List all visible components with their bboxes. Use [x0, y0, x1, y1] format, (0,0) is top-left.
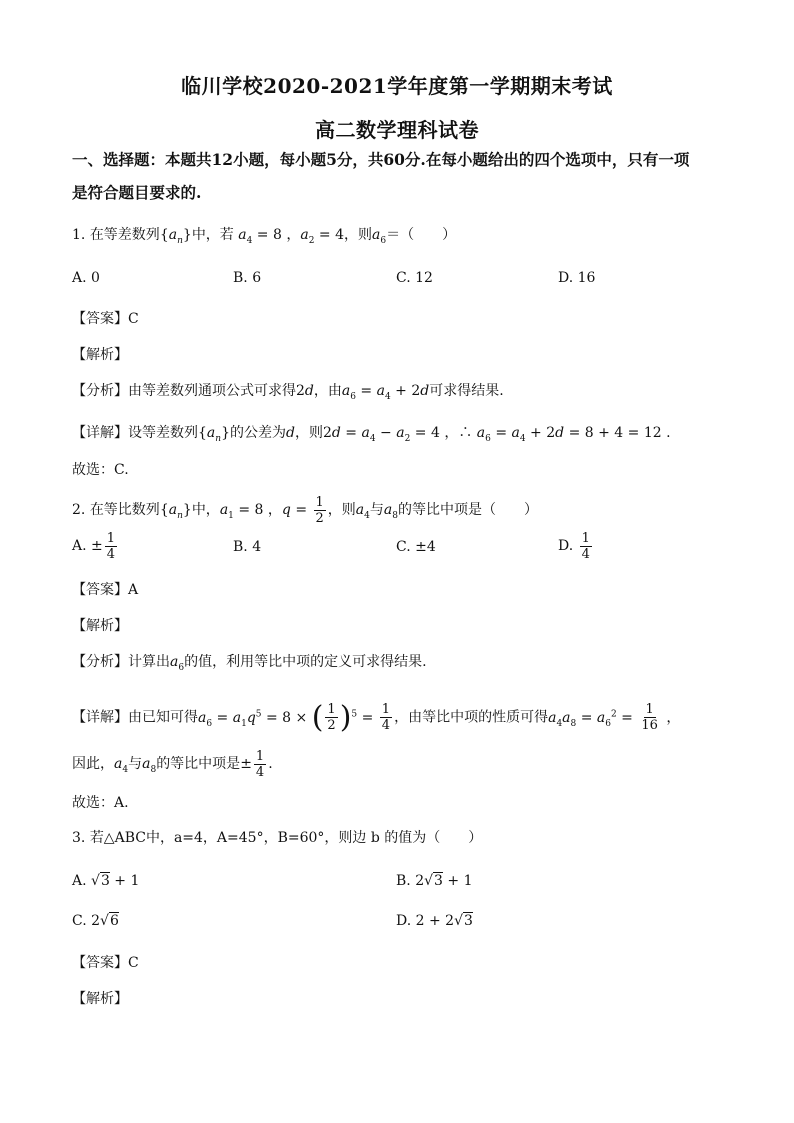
q1-option-a-label: A.: [72, 270, 87, 286]
q2-fenxi-b: 的值，利用等比中项的定义可求得结果.: [184, 654, 427, 670]
q1-detail-b: 的公差为: [230, 425, 286, 441]
q1-answer-line: [72, 309, 139, 329]
q2-seq: $\{a_n\}$: [159, 502, 192, 521]
q1-option-b-label: B.: [233, 270, 248, 286]
q2-option-c-label: C.: [396, 539, 411, 555]
q2-a8: $a_8$: [383, 502, 398, 521]
q2-option-d: D. $\frac{1}{4}$: [558, 530, 590, 562]
section-instruction-line2: 是符合题目要求的.: [72, 183, 202, 202]
q1-a6: $a_6$: [372, 227, 387, 246]
q2-answer-line: [72, 580, 138, 600]
question-3-stem: [72, 828, 482, 848]
q3-option-c: C. 2√6: [72, 913, 119, 929]
xiangjie-tag: 【详解】: [72, 709, 128, 726]
q2-detail-a: 由已知可得: [128, 709, 198, 726]
q1-stem-d: ＝（ ）: [386, 227, 457, 243]
q2-conclude-c: 的等比中项是: [156, 756, 241, 772]
q1-answer: C: [128, 311, 139, 327]
answer-tag: 【答案】: [72, 955, 128, 971]
q1-conclusion: 故选：C.: [72, 462, 129, 478]
q1-option-b: [233, 268, 261, 288]
q2-detail-line: [72, 694, 680, 743]
q2-option-c-value: ±4: [415, 539, 436, 555]
q1-option-d-label: D.: [558, 270, 574, 286]
q1-fenxi-b: ，由: [313, 383, 342, 399]
q3-option-c-label: C.: [72, 913, 87, 929]
q1-number: 1.: [72, 227, 86, 243]
q1-fenxi-c: 可求得结果.: [429, 383, 504, 399]
q1-detail-math: $2d = a_4 - a_2 = 4$ ，∴ $a_6 = a_4 + 2d = 8 + 4 = 12$ .: [322, 425, 671, 444]
answer-tag: 【答案】: [72, 311, 128, 327]
q2-conclude-b: 与: [128, 756, 143, 772]
q1-option-c-value: 12: [415, 270, 433, 286]
q1-analysis-head: 【解析】: [72, 347, 128, 363]
q2-detail-math2: $a_4a_8 = a_6^2$ = $\frac{1}{16}$ ，: [548, 702, 681, 734]
q2-stem-a: 在等比数列: [89, 502, 160, 518]
q2-stem-e: 的等比中项是（ ）: [397, 502, 538, 518]
q2-analysis-head: 【解析】: [72, 618, 128, 634]
q1-fenxi-line: [72, 381, 504, 407]
q3-option-d-label: D.: [396, 913, 412, 929]
q1-stem-b: 中，若: [191, 227, 234, 243]
q2-conclude-math: ± $\frac{1}{4}$ .: [240, 748, 273, 780]
q3-analysis-head: 【解析】: [72, 991, 128, 1007]
q2-option-b-value: 4: [252, 539, 262, 555]
q1-detail-seq: $\{a_n\}$: [198, 425, 230, 444]
q2-option-d-label: D.: [558, 538, 574, 554]
q2-option-b-label: B.: [233, 539, 248, 555]
q1-seq: $\{a_n\}$: [159, 227, 192, 246]
q1-cond: $a_4 = 8$ ，$a_2 = 4$: [238, 227, 344, 246]
q2-answer: A: [128, 582, 139, 598]
q2-option-a-label: A.: [72, 538, 87, 554]
answer-tag: 【答案】: [72, 582, 128, 598]
exam-subtitle: 高二数学理科试卷: [315, 118, 479, 142]
q1-fenxi-a: 由等差数列通项公式可求得: [128, 383, 296, 399]
q2-conclusion-line: [72, 746, 273, 788]
q2-number: 2.: [72, 502, 86, 518]
q1-fenxi-math2: $a_6 = a_4 + 2d$: [341, 383, 430, 402]
q2-stem-b: 中，: [191, 502, 220, 518]
exam-title: 临川学校2020-2021学年度第一学期期末考试: [181, 74, 613, 98]
q2-fenxi-a: 计算出: [128, 654, 170, 670]
q2-detail-b: ，由等比中项的性质可得: [394, 709, 549, 726]
q2-conclusion: 故选：A.: [72, 795, 129, 811]
q2-stem-d: 与: [369, 502, 384, 518]
q3-option-a-label: A.: [72, 873, 87, 889]
q3-answer-line: [72, 953, 139, 973]
q2-fenxi-a6: $a_6$: [170, 654, 185, 673]
q3-option-b-label: B.: [396, 873, 411, 889]
q2-conclude-a: 因此，: [72, 756, 114, 772]
q2-fenxi-line: [72, 652, 427, 678]
q1-stem-c: ，则: [344, 227, 372, 243]
q1-stem-a: 在等差数列: [89, 227, 160, 243]
q2-option-a: A. ± $\frac{1}{4}$: [72, 530, 116, 562]
q1-option-b-value: 6: [252, 270, 262, 286]
q2-option-c: [396, 537, 436, 557]
q3-stem: 若△ABC中，a=4，A=45°，B=60°，则边 b 的值为（ ）: [89, 830, 483, 846]
q2-option-b: [233, 537, 261, 557]
q3-option-a: A. √3 + 1: [72, 873, 140, 889]
q2-conclude-a8: $a_8$: [142, 756, 157, 775]
question-1-stem: [72, 225, 456, 251]
q1-option-a: [72, 268, 100, 288]
q3-option-d: D. 2 + 2√3: [396, 913, 473, 929]
q1-fenxi-math1: 2d: [296, 383, 314, 399]
q1-option-a-value: 0: [91, 270, 100, 286]
q3-option-b: B. 2√3 + 1: [396, 873, 473, 889]
q1-option-c: [396, 268, 433, 288]
q2-a4: $a_4$: [355, 502, 370, 521]
q2-stem-c: ，则: [327, 502, 356, 518]
section-instruction-line1: 一、选择题：本题共12小题，每小题5分，共60分.在每小题给出的四个选项中，只有一项: [72, 150, 690, 169]
fenxi-tag: 【分析】: [72, 383, 128, 399]
q1-option-c-label: C.: [396, 270, 411, 286]
q3-number: 3.: [72, 830, 86, 846]
q1-option-d-value: 16: [577, 270, 596, 286]
q2-cond: $a_1 = 8$ ，q = $\frac{1}{2}$: [219, 494, 324, 526]
q3-answer: C: [128, 955, 139, 971]
xiangjie-tag: 【详解】: [72, 425, 128, 441]
q2-conclude-a4: $a_4$: [114, 756, 129, 775]
q1-option-d: [558, 268, 595, 288]
q1-detail-c: ，则: [294, 425, 323, 441]
q1-detail-d: d: [286, 425, 295, 441]
q1-detail-a: 设等差数列: [128, 425, 198, 441]
fenxi-tag: 【分析】: [72, 654, 128, 670]
question-2-stem: [72, 494, 538, 532]
q2-detail-math1: $a_6 = a_1q^5 = 8$ × ( $\frac{1}{2}$ )$^5$ = $\frac{1}{4}$: [198, 699, 391, 735]
q1-detail-line: [72, 423, 671, 449]
